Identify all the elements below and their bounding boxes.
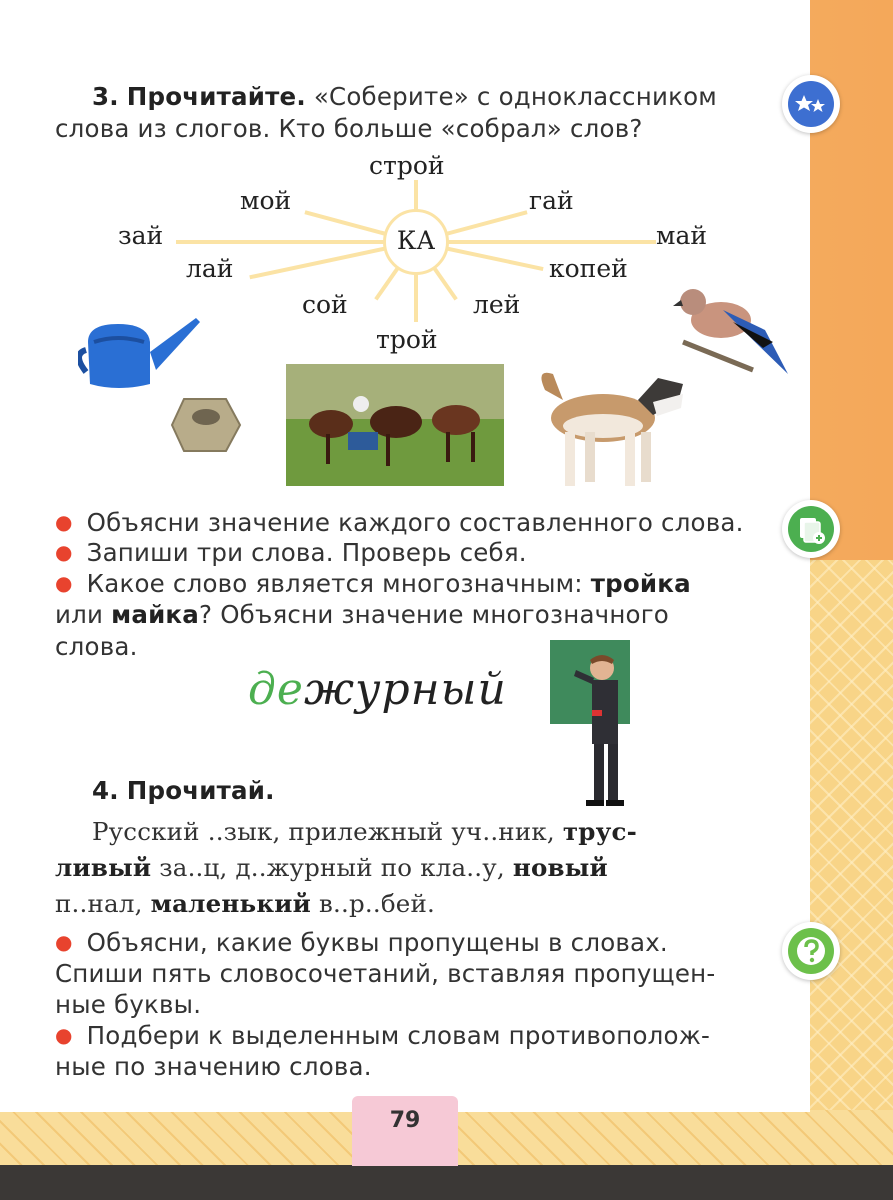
task3-heading-line2: слова из слогов. Кто больше «собрал» слов? <box>55 114 643 143</box>
task4-text-line2: ливый за..ц, д..журный по кла..у, новый <box>55 853 608 882</box>
page-number: 79 <box>389 1108 421 1133</box>
task3-bullet-3: ● Какое слово является многозначным: тройка <box>55 569 691 598</box>
ray <box>176 240 416 244</box>
syllable-top-left: мой <box>240 186 292 215</box>
syllable-mid-right: копей <box>549 254 628 283</box>
center-syllable: КА <box>383 209 449 275</box>
task3-bullet-1: ● Объясни значение каждого составленного слова. <box>55 508 744 537</box>
jay-bird-image <box>673 282 793 382</box>
star-badge-icon[interactable] <box>782 75 840 133</box>
task3-bullet-2: ● Запиши три слова. Проверь себя. <box>55 538 527 567</box>
boy-at-board-image <box>550 640 632 810</box>
troika-horses-image <box>286 364 504 486</box>
task3-bullet-3-line3: слова. <box>55 632 138 661</box>
task4-bullet-2-line2: ные по значению слова. <box>55 1052 372 1081</box>
task4-bullet-1: ● Объясни, какие буквы пропущены в словах. <box>55 928 668 957</box>
task4-bullet-1-line3: ные буквы. <box>55 990 202 1019</box>
bottom-bar <box>0 1165 893 1200</box>
ray <box>416 240 656 244</box>
syllable-low-right: лей <box>473 290 521 319</box>
task3-heading: 3. Прочитайте. «Соберите» с одноклассником <box>92 82 717 111</box>
question-icon[interactable] <box>782 922 840 980</box>
syllable-mid-left: лай <box>186 254 234 283</box>
syllable-left: зай <box>118 221 164 250</box>
task4-text-line3: п..нал, маленький в..р..бей. <box>55 889 436 918</box>
syllable-right: май <box>656 221 708 250</box>
task3-bullet-3-line2: или майка? Объясни значение многозначного <box>55 600 669 629</box>
syllable-top: строй <box>369 151 445 180</box>
syllable-top-right: гай <box>529 186 574 215</box>
page-number-tab <box>352 1096 458 1166</box>
task4-heading: 4. Прочитай. <box>92 776 275 805</box>
vocabulary-word-script: дежурный <box>248 664 507 715</box>
nut-image <box>170 395 242 455</box>
file-add-icon[interactable] <box>782 500 840 558</box>
task4-text-line1: Русский ..зык, прилежный уч..ник, трус- <box>92 817 637 846</box>
task4-bullet-1-line2: Спиши пять словосочетаний, вставляя пропущен- <box>55 959 716 988</box>
husky-dog-image <box>533 360 693 492</box>
syllable-low-left: сой <box>302 290 348 319</box>
watering-can-image <box>78 312 203 392</box>
syllable-bottom: трой <box>376 325 438 354</box>
task4-bullet-2: ● Подбери к выделенным словам противополож- <box>55 1021 711 1050</box>
